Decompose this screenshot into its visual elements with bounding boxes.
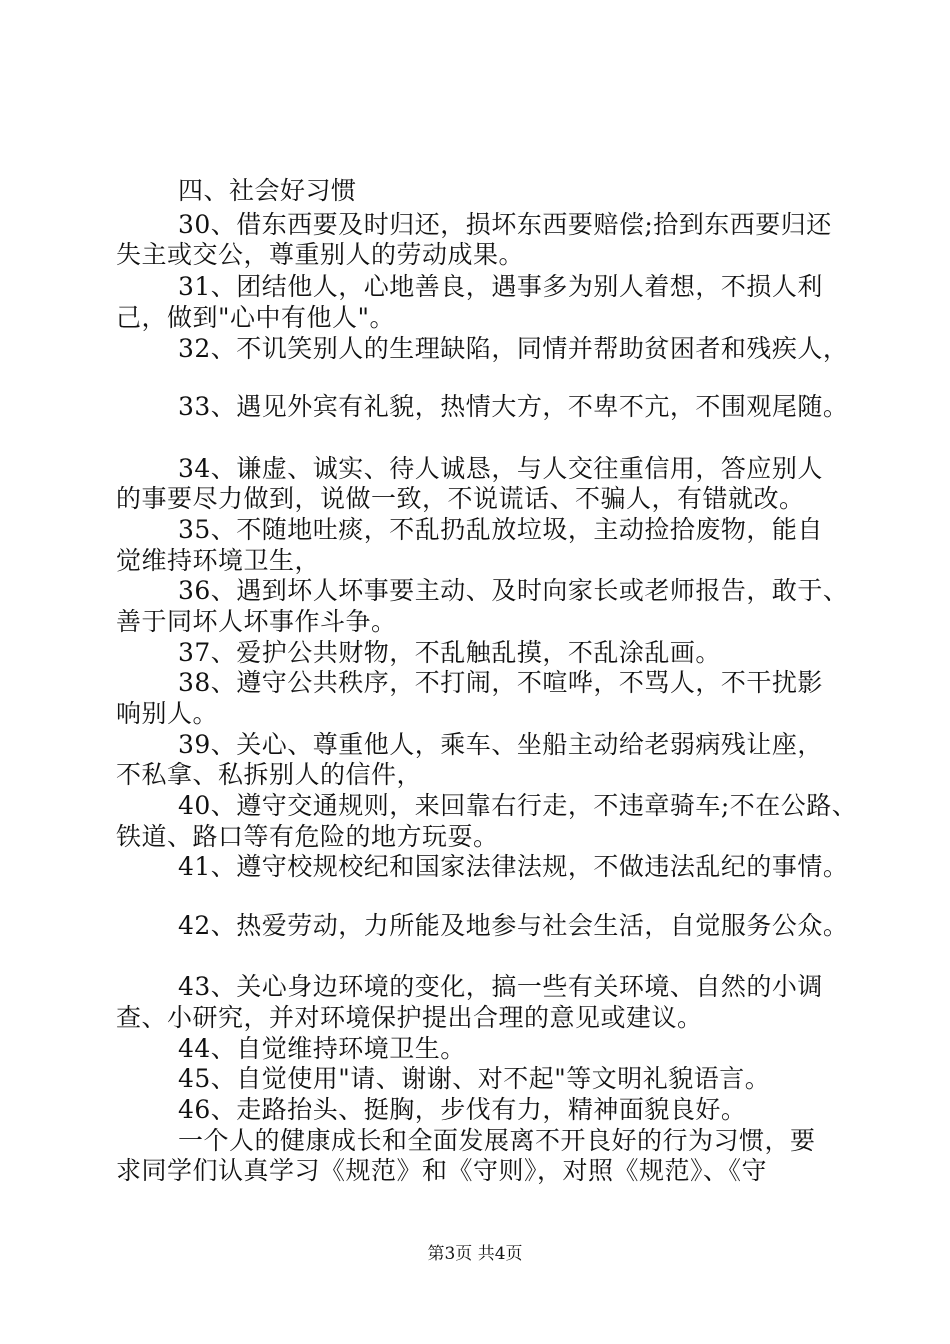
text-line: 40、遵守交通规则，来回靠右行走，不违章骑车;不在公路、	[178, 791, 858, 820]
text-line: 己，做到"心中有他人"。	[116, 303, 395, 332]
section-heading: 四、社会好习惯	[178, 176, 357, 205]
text-line: 求同学们认真学习《规范》和《守则》，对照《规范》、《守	[116, 1156, 768, 1185]
text-line: 45、自觉使用"请、谢谢、对不起"等文明礼貌语言。	[178, 1064, 771, 1093]
text-line: 33、遇见外宾有礼貌，热情大方，不卑不亢，不围观尾随。	[178, 392, 849, 421]
text-line: 善于同坏人坏事作斗争。	[116, 607, 397, 636]
text-line: 失主或交公，尊重别人的劳动成果。	[116, 240, 525, 269]
text-line: 41、遵守校规校纪和国家法律法规，不做违法乱纪的事情。	[178, 852, 849, 881]
text-line: 32、不讥笑别人的生理缺陷，同情并帮助贫困者和残疾人，	[178, 334, 849, 363]
text-line: 31、团结他人，心地善良，遇事多为别人着想，不损人利	[178, 272, 823, 301]
text-line: 一个人的健康成长和全面发展离不开良好的行为习惯，要	[178, 1126, 816, 1155]
text-line: 不私拿、私拆别人的信件，	[116, 760, 423, 789]
text-line: 46、走路抬头、挺胸，步伐有力，精神面貌良好。	[178, 1095, 747, 1124]
text-line: 39、关心、尊重他人，乘车、坐船主动给老弱病残让座，	[178, 730, 823, 759]
text-line: 37、爱护公共财物，不乱触乱摸，不乱涂乱画。	[178, 638, 721, 667]
text-line: 的事要尽力做到，说做一致，不说谎话、不骗人，有错就改。	[116, 484, 805, 513]
text-line: 34、谦虚、诚实、待人诚恳，与人交往重信用，答应别人	[178, 454, 823, 483]
text-line: 38、遵守公共秩序，不打闹，不喧哗，不骂人，不干扰影	[178, 668, 823, 697]
text-line: 查、小研究，并对环境保护提出合理的意见或建议。	[116, 1003, 703, 1032]
page-number-footer: 第3页 共4页	[427, 1244, 523, 1264]
text-line: 30、借东西要及时归还，损坏东西要赔偿;拾到东西要归还	[178, 210, 832, 239]
text-line: 43、关心身边环境的变化，搞一些有关环境、自然的小调	[178, 972, 823, 1001]
text-line: 觉维持环境卫生，	[116, 546, 321, 575]
text-line: 响别人。	[116, 699, 219, 728]
text-line: 42、热爱劳动，力所能及地参与社会生活，自觉服务公众。	[178, 911, 849, 940]
text-line: 36、遇到坏人坏事要主动、及时向家长或老师报告，敢于、	[178, 576, 849, 605]
text-line: 44、自觉维持环境卫生。	[178, 1034, 466, 1063]
text-line: 铁道、路口等有危险的地方玩耍。	[116, 822, 499, 851]
text-line: 35、不随地吐痰，不乱扔乱放垃圾，主动捡拾废物，能自	[178, 515, 823, 544]
